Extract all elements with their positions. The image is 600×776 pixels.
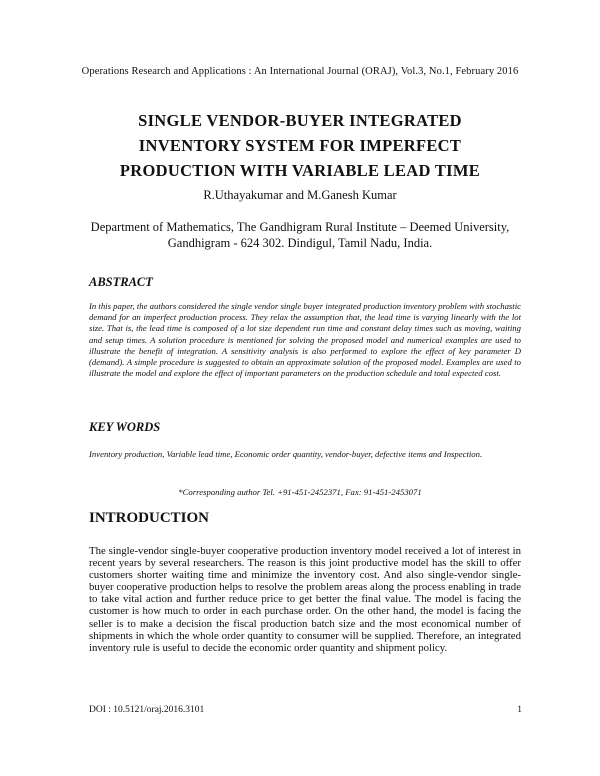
corresponding-author-note: *Corresponding author Tel. +91-451-2452371, Fax: 91-451-2453071 <box>178 487 422 497</box>
title-line-2: INVENTORY SYSTEM FOR IMPERFECT <box>138 136 462 155</box>
abstract-body: In this paper, the authors considered the single vendor single buyer integrated production inventory problem with stochastic demand for an imperfect production process. They relax the assumption that, the lead time is varying linearly with the lot size. That is, the lead time is composed of a lot size dependent run time and constant delay times such as moving, waiting and setup times. A solution procedure is mentioned for solving the proposed model and numerical examples are used to illustrate the benefit of integration. A sensitivity analysis is also performed to explore the effect of key parameter D (demand). A simple procedure is suggested to obtain an approximate solution of the proposed model. Examples are used to illustrate the model and explore the effect of important parameters on the production schedule and total expected cost. <box>89 301 521 379</box>
affiliation <box>70 219 530 251</box>
authors: R.Uthayakumar and M.Ganesh Kumar <box>203 188 397 202</box>
affiliation-line-1: Department of Mathematics, The Gandhigram Rural Institute – Deemed University, <box>90 220 510 234</box>
footer-doi: DOI : 10.5121/oraj.2016.3101 <box>89 705 205 715</box>
paper-title <box>60 108 540 183</box>
keywords-body: Inventory production, Variable lead time, Economic order quantity, vendor-buyer, defective items and Inspection. <box>89 449 483 459</box>
affiliation-line-2: Gandhigram - 624 302. Dindigul, Tamil Nadu, India. <box>167 236 433 250</box>
title-line-3: PRODUCTION WITH VARIABLE LEAD TIME <box>119 161 481 180</box>
footer-page-number: 1 <box>517 705 522 715</box>
title-line-1: SINGLE VENDOR-BUYER INTEGRATED <box>138 111 462 130</box>
abstract-heading: ABSTRACT <box>89 275 153 289</box>
introduction-heading: INTRODUCTION <box>89 510 210 526</box>
keywords-heading: KEY WORDS <box>89 420 161 434</box>
running-header: Operations Research and Applications : An International Journal (ORAJ), Vol.3, No.1, February 2016 <box>81 66 519 77</box>
introduction-body: The single-vendor single-buyer cooperative production inventory model received a lot of interest in recent years by several researchers. The reason is this joint productive model has the skill to offer customers shorter waiting time and minimize the inventory cost. And also single-vendor single-buyer cooperative production helps to resolve the problem areas along the process enabling in trade to take vital action and further reduce price to get better the final value. The model is facing the customer is how much to order in each purchase order. On the other hand, the model is facing the seller is to make a decision the fiscal production batch size and the most economical number of shipments in which the whole order quantity to consumer will be supplied. Therefore, an integrated inventory rule is useful to decide the economic order quantity and shipment policy. <box>89 545 521 654</box>
